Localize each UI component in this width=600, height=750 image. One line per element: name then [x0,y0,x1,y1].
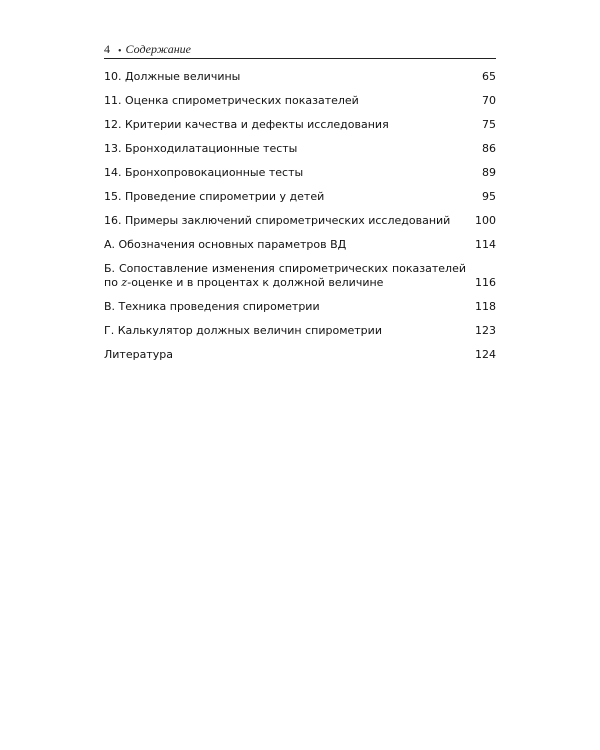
toc-entry-label: В. Техника проведения спирометрии [104,300,320,313]
toc-entry-label: 13. Бронходилатационные тесты [104,142,298,155]
toc-entry-label: 15. Проведение спирометрии у детей [104,190,325,203]
toc-entry-label: Г. Калькулятор должных величин спирометрии [104,324,382,337]
toc-entry-label [104,262,496,290]
toc-entry-label: 12. Критерии качества и дефекты исследования [104,118,389,131]
toc-entry-literature[interactable] [104,348,496,362]
toc-entry-label: А. Обозначения основных параметров ВД [104,238,347,251]
toc-entry-label: 14. Бронхопровокационные тесты [104,166,304,179]
toc-entry-label: 10. Должные величины [104,70,241,83]
toc-entry-11[interactable] [104,94,496,108]
toc-entry-page: 89 [482,166,496,179]
toc-entry-appendix-g[interactable] [104,324,496,338]
toc-entry-15[interactable] [104,190,496,204]
toc-entry-page: 65 [482,70,496,83]
running-header [104,41,496,59]
toc-entry-page: 86 [482,142,496,155]
toc-entry-page: 114 [475,238,496,251]
toc-entry-label-part: Б. Сопоставление изменения спирометрических показателей по [104,262,466,289]
toc-entry-13[interactable] [104,142,496,156]
toc-entry-page: 124 [475,348,496,361]
toc-entry-label-part: -оценке и в процентах к должной величине [127,276,384,289]
toc-entry-10[interactable] [104,70,496,84]
toc-entry-14[interactable] [104,166,496,180]
table-of-contents [104,70,496,362]
toc-entry-page: 100 [475,214,496,227]
header-page-number: 4 [104,42,110,56]
toc-entry-12[interactable] [104,118,496,132]
toc-entry-16[interactable] [104,214,496,228]
toc-entry-page: 75 [482,118,496,131]
toc-entry-page: 70 [482,94,496,107]
toc-entry-page: 123 [475,324,496,337]
toc-entry-label: 11. Оценка спирометрических показателей [104,94,359,107]
toc-entry-page: 118 [475,300,496,313]
toc-entry-appendix-a[interactable] [104,238,496,252]
header-bullet: • [118,46,122,57]
header-section-title: Содержание [125,42,191,56]
toc-entry-label: Литература [104,348,173,361]
toc-entry-appendix-b[interactable] [104,262,496,290]
toc-entry-page: 95 [482,190,496,203]
toc-entry-appendix-v[interactable] [104,300,496,314]
toc-entry-label: 16. Примеры заключений спирометрических исследований [104,214,451,227]
toc-entry-label-math-z: z [121,276,128,289]
toc-entry-page: 116 [475,276,496,289]
